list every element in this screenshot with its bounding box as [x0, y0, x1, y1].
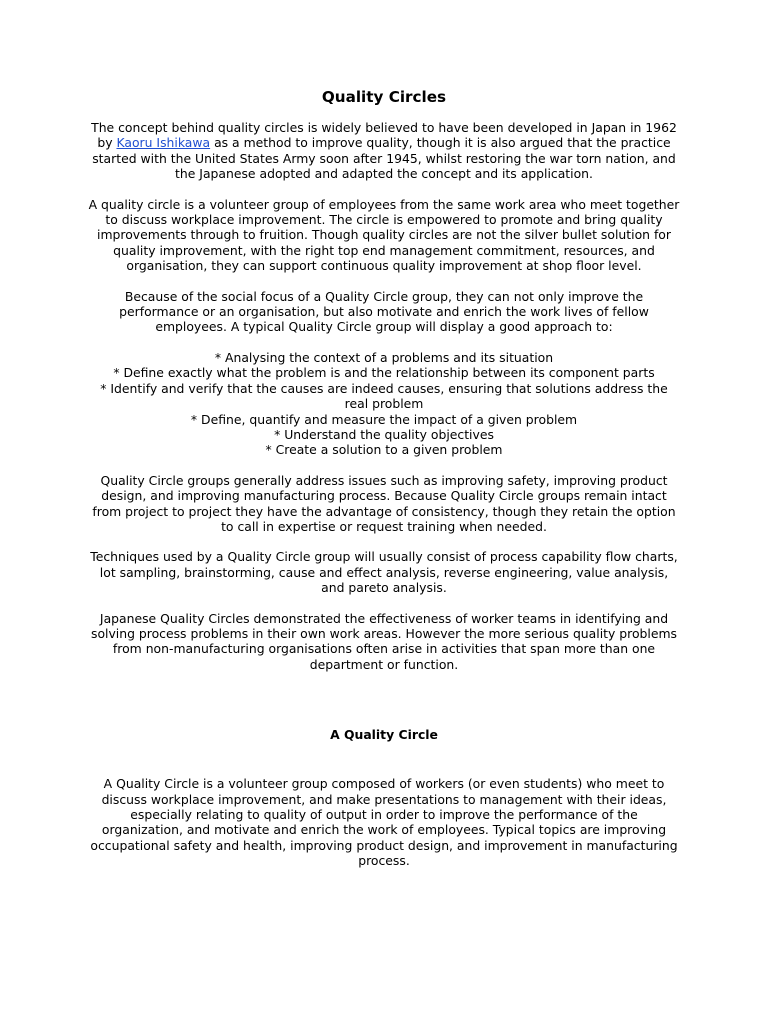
list-item: * Define exactly what the problem is and the relationship between its component parts — [113, 365, 655, 381]
issues-paragraph: Quality Circle groups generally address issues such as improving safety, improving product design, and improving manufacturing process. Because Quality Circle groups remain intact from project to project they have the advantage of consistency, though they retain the option to call in expertise or request training when needed. — [92, 472, 676, 534]
social-focus-paragraph: Because of the social focus of a Quality Circle group, they can not only improve the performance or an organisation, but also motivate and enrich the work lives of fellow employees. A typical Quality Circle group will display a good approach to: — [119, 288, 649, 335]
quality-circle-paragraph: A Quality Circle is a volunteer group composed of workers (or even students) who meet to discuss workplace improvement, and make presentations to management with their ideas, especially relating to quality of output in order to improve the performance of the organization, and motivate and enrich the work of employees. Typical topics are improving occupational safety and health, improving product design, and improvement in manufacturing process. — [90, 776, 678, 869]
kaoru-ishikawa-link[interactable]: Kaoru Ishikawa — [116, 135, 211, 151]
list-item: * Identify and verify that the causes are indeed causes, ensuring that solutions address the real problem — [100, 380, 668, 412]
list-item: * Create a solution to a given problem — [265, 442, 503, 458]
list-item: * Understand the quality objectives — [274, 426, 494, 442]
list-item: * Analysing the context of a problems and its situation — [214, 349, 554, 365]
intro-text-after-link: as a method to improve quality, though it is also argued that the practice started with the United States Army soon after 1945, whilst restoring the war torn nation, and the Japanese adopted and adapted the concept and its application. — [92, 135, 676, 182]
list-item: * Define, quantify and measure the impact of a given problem — [190, 411, 578, 427]
document-title: Quality Circles — [321, 88, 447, 106]
techniques-paragraph: Techniques used by a Quality Circle group will usually consist of process capability flow charts, lot sampling, brainstorming, cause and effect analysis, reverse engineering, value analysis, and pareto analysis. — [90, 549, 678, 596]
intro-paragraph — [88, 120, 680, 182]
intro-text-before-link: The concept behind quality circles is widely believed to have been developed in Japan in 1962 by — [91, 120, 677, 151]
definition-paragraph: A quality circle is a volunteer group of employees from the same work area who meet together to discuss workplace improvement. The circle is empowered to promote and bring quality improvements through to fruition. Though quality circles are not the silver bullet solution for quality improvement, with the right top end management commitment, resources, and organisation, they can support continuous quality improvement at shop floor level. — [88, 196, 680, 274]
section-heading: A Quality Circle — [330, 727, 438, 743]
japanese-circles-paragraph: Japanese Quality Circles demonstrated the effectiveness of worker teams in identifying and solving process problems in their own work areas. However the more serious quality problems from non-manufacturing organisations often arise in activities that span more than one department or function. — [90, 610, 677, 672]
approach-list — [88, 350, 680, 458]
document-page — [88, 86, 680, 884]
